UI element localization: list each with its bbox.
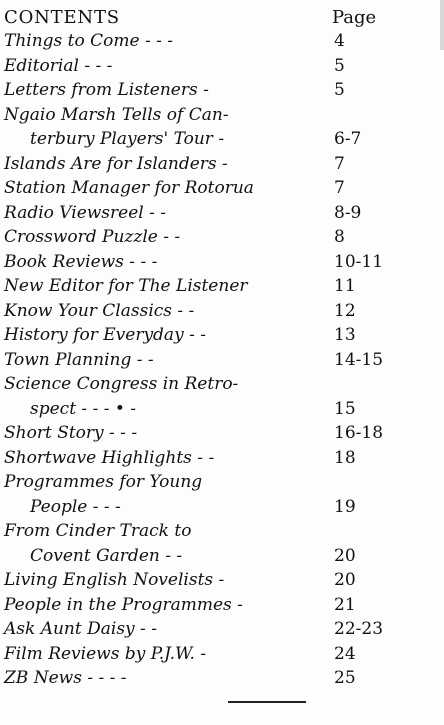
entry-title: Radio Viewsreel - - [4, 202, 167, 223]
entry-title: Ngaio Marsh Tells of Can- [4, 104, 229, 125]
contents-entry [4, 30, 434, 53]
entry-page-number: 4 [334, 31, 345, 51]
entry-page-number: 14-15 [334, 349, 384, 370]
entry-page-number: 21 [334, 594, 356, 615]
entry-page-number: 7 [334, 153, 345, 174]
entry-page-number: 22-23 [334, 619, 384, 639]
contents-entry [4, 594, 434, 617]
contents-entry [4, 177, 434, 200]
contents-entry [4, 79, 434, 102]
entry-title: Science Congress in Retro- [4, 374, 239, 394]
contents-entry [4, 447, 434, 470]
entry-title: From Cinder Track to [4, 521, 192, 541]
contents-entry [4, 545, 434, 568]
entry-page-number: 13 [334, 325, 356, 345]
entry-title: Living English Novelists - [4, 570, 225, 590]
entry-title: spect - - - • - [30, 398, 137, 419]
entry-title: Editorial - - - [4, 55, 113, 76]
entry-title: History for Everyday - - [4, 325, 206, 345]
entry-page-number: 5 [334, 80, 345, 100]
entry-title: Town Planning - - [4, 349, 154, 370]
entry-page-number: 15 [334, 398, 356, 419]
contents-entry [4, 202, 434, 225]
contents-entry [4, 618, 434, 641]
contents-entry [4, 398, 434, 421]
contents-header [4, 4, 430, 28]
entry-title: Islands Are for Islanders - [4, 153, 228, 174]
entry-title: Letters from Listeners - [4, 80, 209, 100]
entry-title: Shortwave Highlights - - [4, 447, 215, 468]
contents-entry [4, 496, 434, 519]
entry-page-number: 8 [334, 227, 345, 247]
contents-entry [4, 104, 434, 127]
contents-entry [4, 520, 434, 543]
entry-page-number: 20 [334, 545, 356, 566]
contents-entry [4, 471, 434, 494]
contents-entry [4, 128, 434, 151]
entry-title: People in the Programmes - [4, 594, 243, 615]
contents-entry [4, 667, 434, 690]
contents-entry [4, 55, 434, 78]
contents-entry [4, 300, 434, 323]
entry-title: terbury Players' Tour - [30, 129, 225, 149]
contents-entry [4, 422, 434, 445]
entry-title: Ask Aunt Daisy - - [4, 619, 157, 639]
entry-title: New Editor for The Listener [4, 276, 248, 296]
contents-entry [4, 569, 434, 592]
entry-title: Book Reviews - - - [4, 251, 158, 272]
entry-page-number: 11 [334, 276, 356, 296]
contents-entry [4, 251, 434, 274]
entry-page-number: 12 [334, 300, 356, 321]
contents-heading: CONTENTS [4, 7, 120, 28]
entry-page-number: 18 [334, 447, 356, 468]
entry-title: Film Reviews by P.J.W. - [4, 643, 207, 664]
entry-page-number: 6-7 [334, 129, 362, 149]
entry-title: Crossword Puzzle - - [4, 227, 181, 247]
entry-page-number: 24 [334, 643, 356, 664]
entry-title: Covent Garden - - [30, 545, 183, 566]
entry-page-number: 16-18 [334, 423, 384, 443]
entry-page-number: 7 [334, 178, 345, 198]
page-edge [440, 0, 444, 50]
entry-title: People - - - [30, 496, 121, 517]
contents-entry [4, 349, 434, 372]
contents-entry [4, 324, 434, 347]
entry-title: Know Your Classics - - [4, 300, 195, 321]
contents-entry [4, 643, 434, 666]
entry-page-number: 25 [334, 668, 356, 688]
entry-page-number: 5 [334, 55, 345, 76]
entry-title: Programmes for Young [4, 472, 203, 492]
entry-title: Station Manager for Rotorua [4, 178, 254, 198]
entry-page-number: 20 [334, 570, 356, 590]
entry-page-number: 8-9 [334, 202, 362, 223]
contents-entry [4, 275, 434, 298]
entry-title: Short Story - - - [4, 423, 138, 443]
entry-title: ZB News - - - - [4, 668, 127, 688]
entry-title: Things to Come - - - [4, 31, 174, 51]
contents-entry [4, 153, 434, 176]
entry-page-number: 10-11 [334, 251, 384, 272]
contents-entry [4, 226, 434, 249]
divider-rule [228, 701, 306, 703]
contents-entry [4, 373, 434, 396]
entry-page-number: 19 [334, 496, 356, 517]
page-column-heading: Page [332, 7, 377, 28]
